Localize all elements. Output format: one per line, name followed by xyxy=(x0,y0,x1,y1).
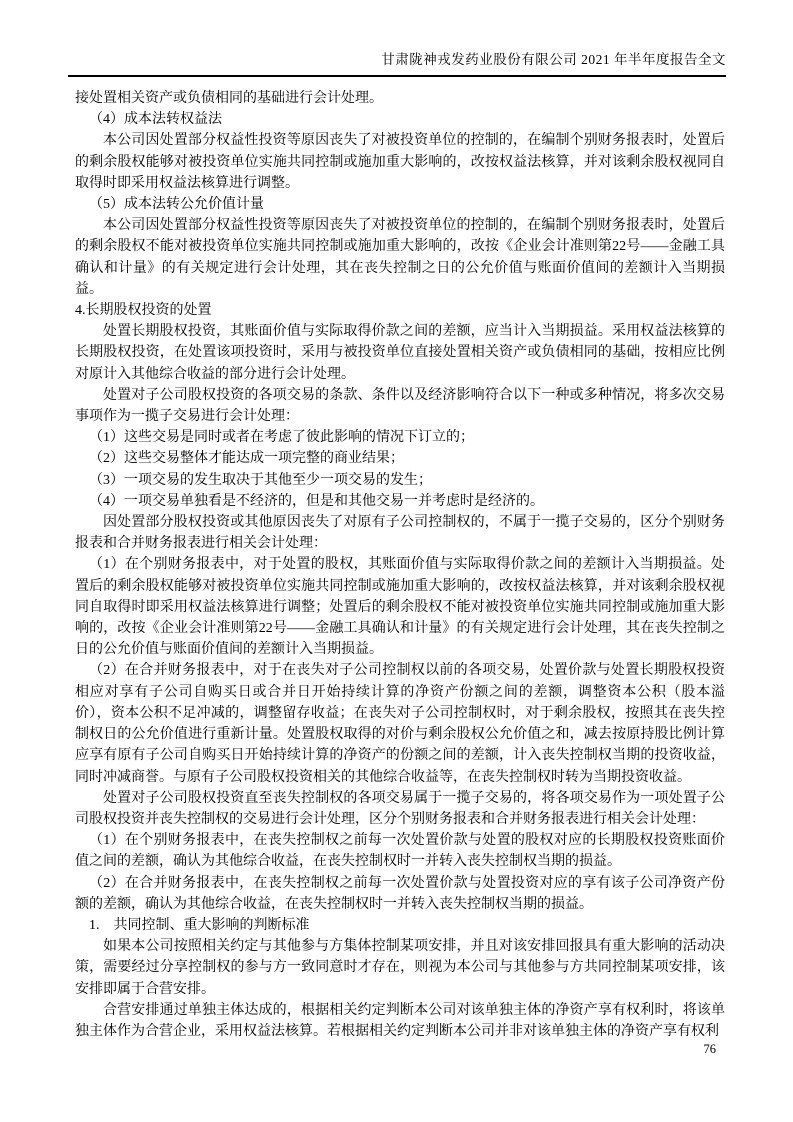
body-paragraph: 处置对子公司股权投资直至丧失控制权的各项交易属于一揽子交易的，将各项交易作为一项处置子公司股权投资并丧失控制权的交易进行会计处理，区分个别财务报表和合并财务报表进行相关会计处理： xyxy=(75,790,725,827)
page-number: 76 xyxy=(703,1042,716,1056)
body-paragraph: （3）一项交易的发生取决于其他至少一项交易的发生； xyxy=(89,472,432,488)
body-paragraph: 处置长期股权投资，其账面价值与实际取得价款之间的差额，应当计入当期损益。采用权益法核算的长期股权投资，在处置该项投资时，采用与被投资单位直接处置相关资产或负债相同的基础，按相应比例对原计入其他综合收益的部分进行会计处理。 xyxy=(75,324,725,382)
body-paragraph: （1）这些交易是同时或者在考虑了彼此影响的情况下订立的； xyxy=(89,430,474,446)
body-paragraph: （2）这些交易整体才能达成一项完整的商业结果； xyxy=(89,451,404,467)
document-body xyxy=(75,88,725,1042)
body-paragraph: （5）成本法转公允价值计量 xyxy=(89,197,264,213)
body-paragraph: 因处置部分股权投资或其他原因丧失了对原有子公司控制权的，不属于一揽子交易的，区分个别财务报表和合并财务报表进行相关会计处理： xyxy=(75,515,725,552)
body-paragraph: （1）在个别财务报表中，在丧失控制权之前每一次处置价款与处置的股权对应的长期股权投资账面价值之间的差额，确认为其他综合收益，在丧失控制权时一并转入丧失控制权当期的损益。 xyxy=(75,833,725,870)
body-paragraph: 本公司因处置部分权益性投资等原因丧失了对被投资单位的控制的，在编制个别财务报表时，处置后的剩余股权不能对被投资单位实施共同控制或施加重大影响的，改按《企业会计准则第22号——金融工具确认和计量》的有关规定进行会计处理，其在丧失控制之日的公允价值与账面价值间的差额计入当期损益。 xyxy=(75,218,725,297)
body-paragraph: （4）成本法转权益法 xyxy=(89,112,222,128)
body-paragraph: 接处置相关资产或负债相同的基础进行会计处理。 xyxy=(75,91,383,106)
body-paragraph: 处置对子公司股权投资的各项交易的条款、条件以及经济影响符合以下一种或多种情况，将多次交易事项作为一揽子交易进行会计处理： xyxy=(75,387,725,425)
body-paragraph: 合营安排通过单独主体达成的，根据相关约定判断本公司对该单独主体的净资产享有权利时，将该单独主体作为合营企业，采用权益法核算。若根据相关约定判断本公司并非对该单独主体的净资产享有权利 xyxy=(75,1002,725,1039)
section-heading: 1. 共同控制、重大影响的判断标准 xyxy=(89,917,310,933)
body-paragraph: （2）在合并财务报表中，在丧失控制权之前每一次处置价款与处置投资对应的享有该子公司净资产份额的差额，确认为其他综合收益，在丧失控制权时一并转入丧失控制权当期的损益。 xyxy=(75,875,725,912)
body-paragraph: 如果本公司按照相关约定与其他参与方集体控制某项安排，并且对该安排回报具有重大影响的活动决策，需要经过分享控制权的参与方一致同意时才存在，则视为本公司与其他参与方共同控制某项安排，该安排即属于合营安排。 xyxy=(75,939,725,997)
header-divider xyxy=(68,75,726,77)
body-paragraph: （4）一项交易单独看是不经济的，但是和其他交易一并考虑时是经济的。 xyxy=(89,493,544,509)
body-paragraph: （1）在个别财务报表中，对于处置的股权，其账面价值与实际取得价款之间的差额计入当期损益。处置后的剩余股权能够对被投资单位实施共同控制或施加重大影响的，改按权益法核算，并对该剩余股权视同自取得时即采用权益法核算进行调整；处置后的剩余股权不能对被投资单位实施共同控制或施加重大影响的，改按《企业会计准则第22号——金融工具确认和计量》的有关规定进行会计处理，其在丧失控制之日的公允价值与账面价值间的差额计入当期损益。 xyxy=(75,557,725,658)
body-paragraph: （2）在合并财务报表中，对于在丧失对子公司控制权以前的各项交易，处置价款与处置长期股权投资相应对享有子公司自购买日或合并日开始持续计算的净资产份额之间的差额，调整资本公积（股本溢价），资本公积不足冲减的，调整留存收益；在丧失对子公司控制权时，对于剩余股权，按照其在丧失控制权日的公允价值进行重新计量。处置股权取得的对价与剩余股权公允价值之和，减去按原持股比例计算应享有原有子公司自购买日开始持续计算的净资产的份额之间的差额，计入丧失控制权当期的投资收益，同时冲减商誉。与原有子公司股权投资相关的其他综合收益等，在丧失控制权时转为当期投资收益。 xyxy=(75,663,725,785)
body-paragraph: 4.长期股权投资的处置 xyxy=(75,303,212,319)
page-header-title: 甘肃陇神戎发药业股份有限公司 2021 年半年度报告全文 xyxy=(381,52,726,67)
body-paragraph: 本公司因处置部分权益性投资等原因丧失了对被投资单位的控制的，在编制个别财务报表时，处置后的剩余股权能够对被投资单位实施共同控制或施加重大影响的，改按权益法核算，并对该剩余股权视同自取得时即采用权益法核算进行调整。 xyxy=(75,133,725,191)
